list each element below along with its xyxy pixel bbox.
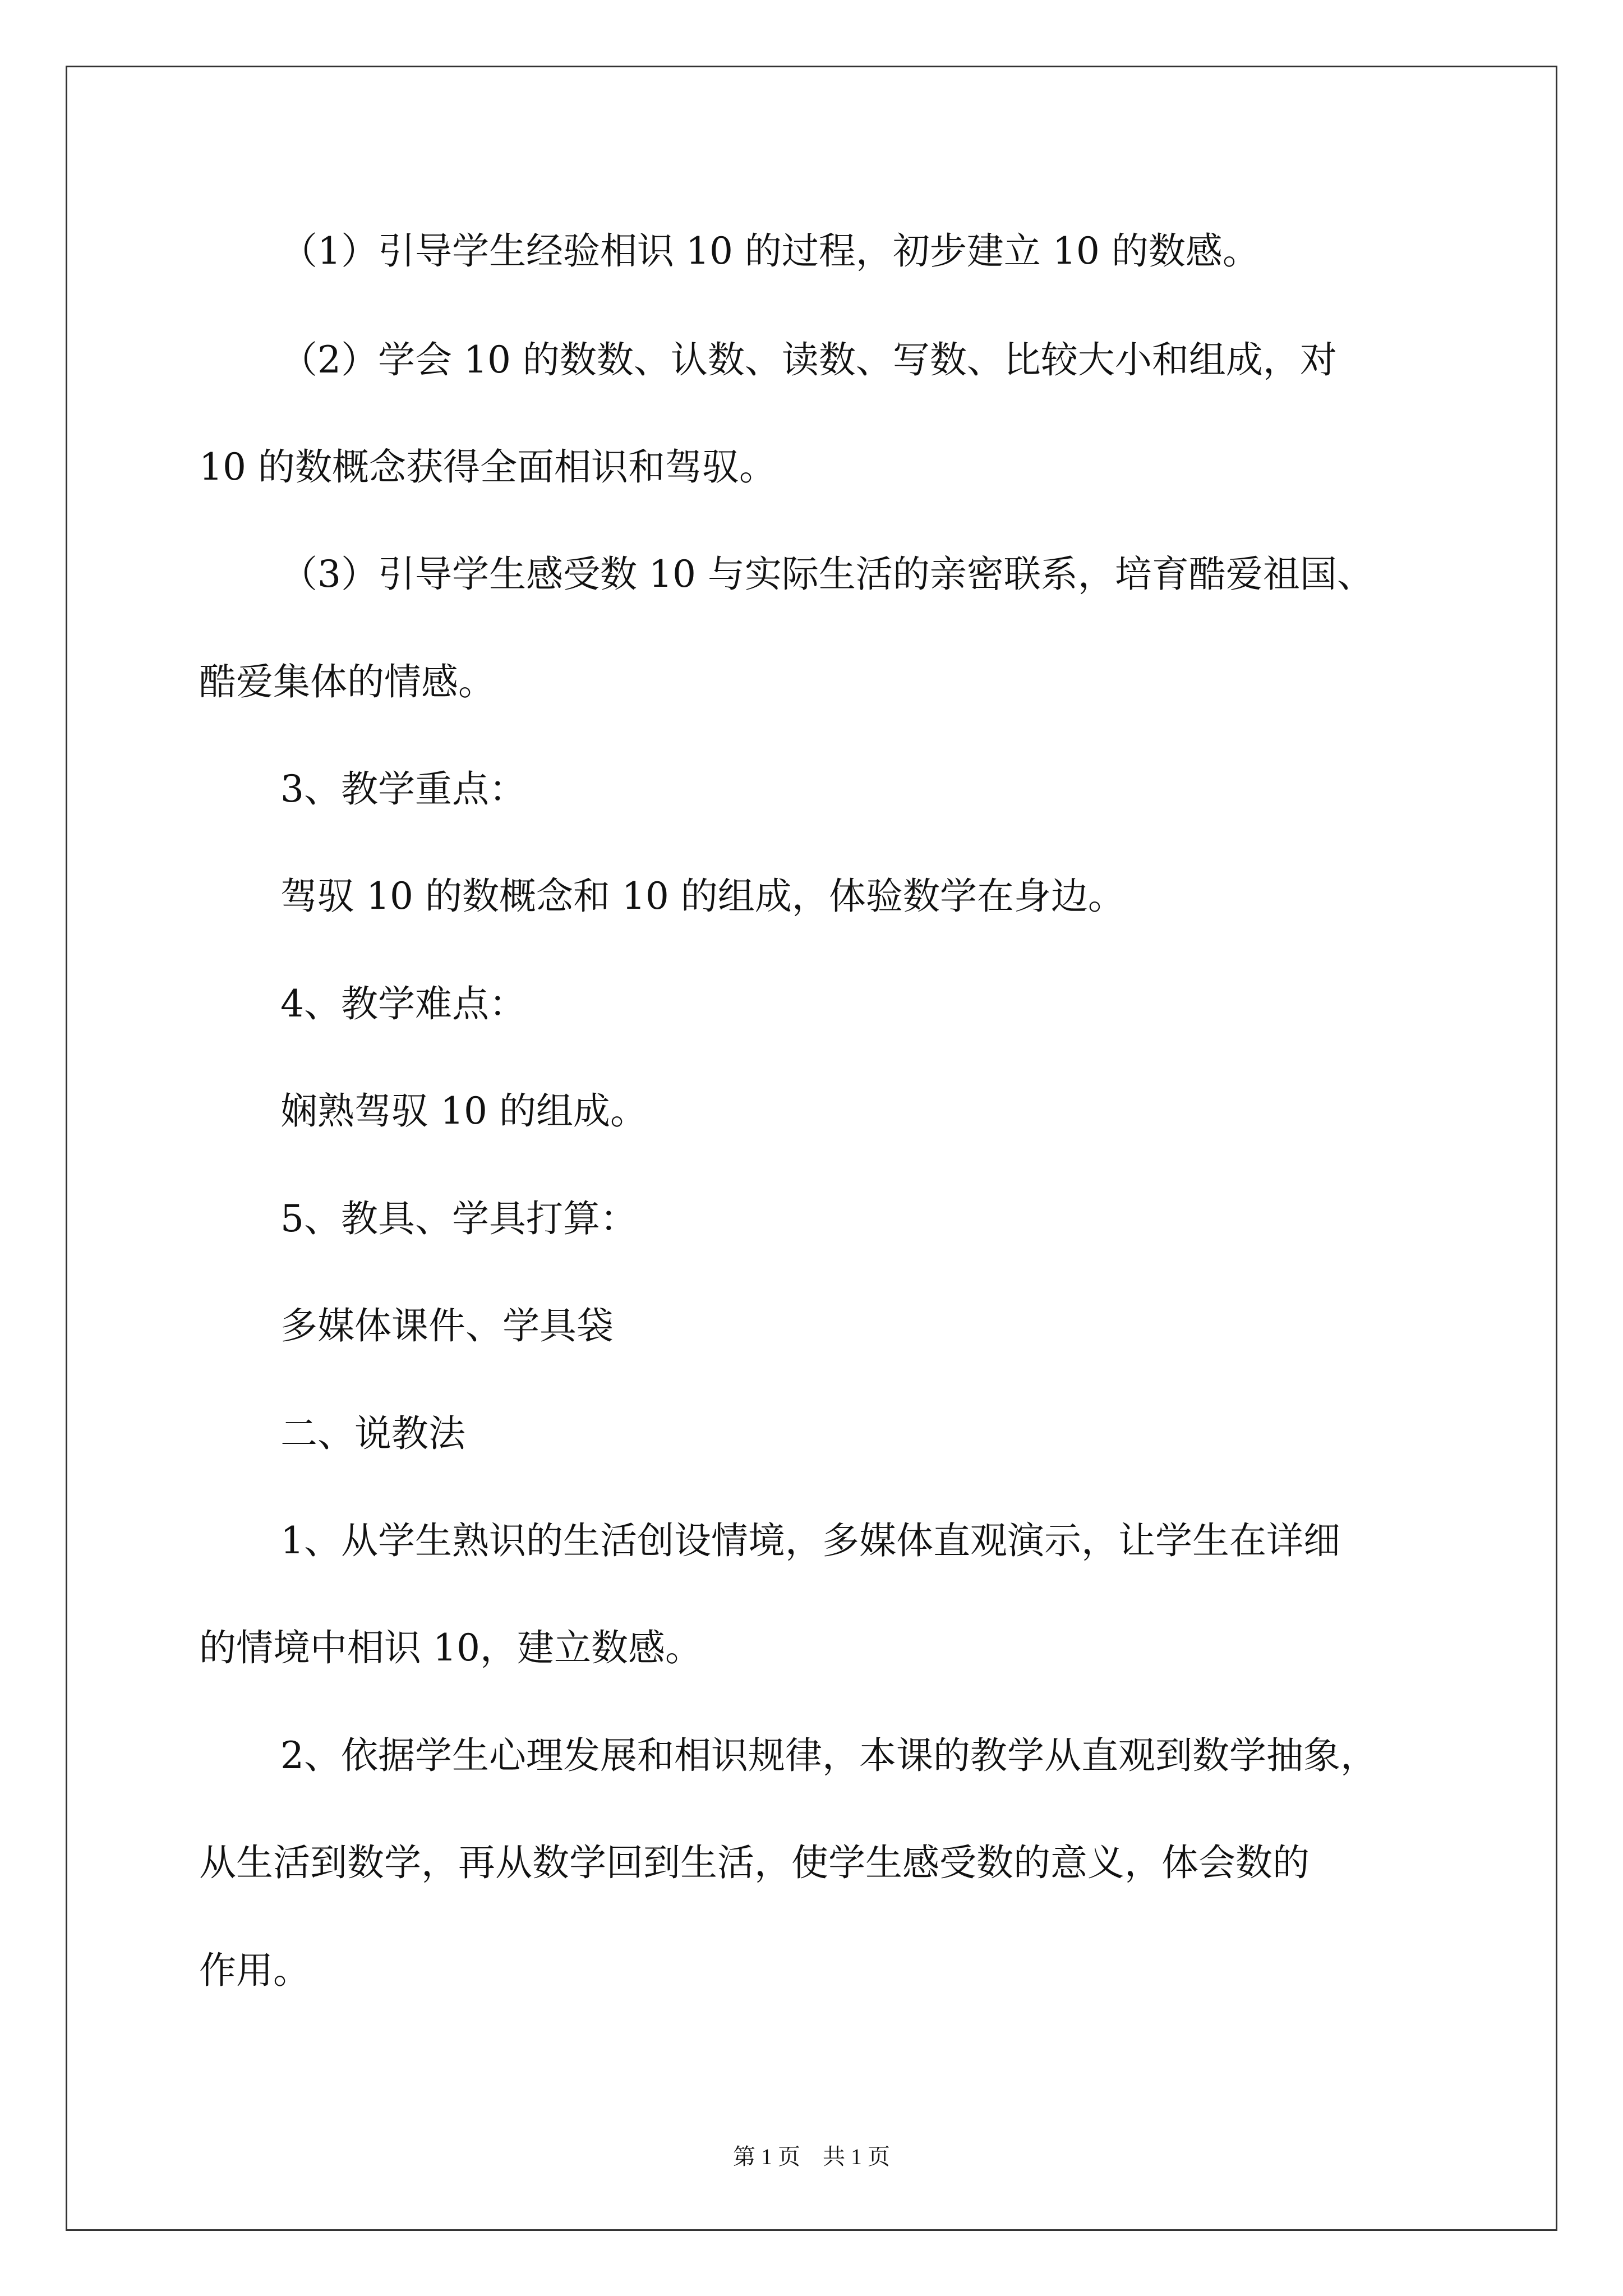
paragraph-line: 10 的数概念获得全面相识和驾驭。 [199, 445, 776, 489]
section-heading: 5、教具、学具打算： [280, 1197, 637, 1240]
paragraph-line: 多媒体课件、学具袋 [280, 1304, 614, 1347]
section-heading: 二、说教法 [280, 1412, 465, 1455]
paragraph-line: 酷爱集体的情感。 [199, 660, 495, 703]
paragraph-line: 从生活到数学，再从数学回到生活，使学生感受数的意义，体会数的 [199, 1841, 1310, 1884]
paragraph-line: （2）学会 10 的数数、认数、读数、写数、比较大小和组成，对 [280, 338, 1337, 381]
paragraph-line: 的情境中相识 10，建立数感。 [199, 1626, 702, 1669]
paragraph-line: 作用。 [199, 1949, 310, 1992]
paragraph-line: （1）引导学生经验相识 10 的过程，初步建立 10 的数感。 [280, 229, 1260, 273]
paragraph-line: 1、从学生熟识的生活创设情境，多媒体直观演示，让学生在详细 [280, 1519, 1340, 1562]
paragraph-line: 娴熟驾驭 10 的组成。 [280, 1089, 647, 1133]
section-heading: 4、教学难点： [280, 982, 526, 1025]
section-heading: 3、教学重点： [280, 767, 526, 811]
paragraph-line: （3）引导学生感受数 10 与实际生活的亲密联系，培育酷爱祖国、 [280, 553, 1374, 596]
page-number-footer: 第 1 页 共 1 页 [733, 2144, 890, 2169]
paragraph-line: 驾驭 10 的数概念和 10 的组成，体验数学在身边。 [280, 875, 1125, 918]
paragraph-line: 2、依据学生心理发展和相识规律，本课的教学从直观到数学抽象， [280, 1734, 1377, 1777]
page-frame [66, 66, 1557, 2231]
